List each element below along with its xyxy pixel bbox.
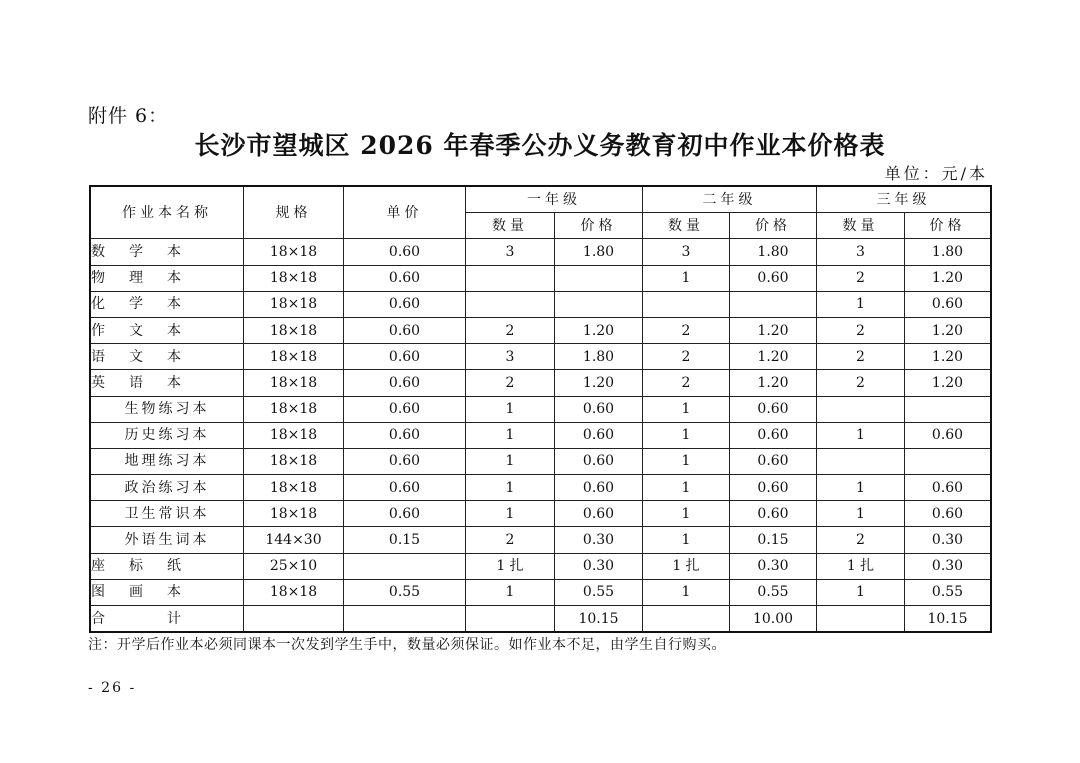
table-body — [91, 239, 991, 632]
cell-g1p: 0.60 — [555, 501, 643, 527]
cell-g2q: 1 — [643, 422, 730, 448]
cell-g2q: 1 — [643, 579, 730, 605]
header-name: 作业本名称 — [91, 187, 244, 239]
cell-g3p: 0.60 — [905, 422, 991, 448]
table-row — [91, 422, 991, 448]
item-name-char: 物 — [91, 270, 105, 287]
item-name-char: 本 — [167, 374, 181, 391]
total-label-text — [91, 612, 181, 626]
cell-g3q: 1 — [817, 422, 905, 448]
cell-g2p: 1.80 — [730, 239, 817, 265]
cell-g1q: 2 — [466, 370, 555, 396]
item-name-char: 本 — [167, 322, 181, 339]
cell-g2q: 1 — [643, 527, 730, 553]
item-name-char: 本 — [167, 296, 181, 313]
item-name-char: 图 — [91, 584, 105, 601]
cell-unit-price: 0.60 — [344, 422, 466, 448]
cell-item-name — [91, 239, 244, 265]
cell-g1q: 1 — [466, 579, 555, 605]
cell-g3q: 1 — [817, 501, 905, 527]
cell-g3q — [817, 448, 905, 474]
cell-item-name — [91, 579, 244, 605]
cell-g2p: 0.60 — [730, 422, 817, 448]
cell-spec: 18×18 — [244, 396, 344, 422]
cell-g2p: 1.20 — [730, 317, 817, 343]
item-name-char: 作 — [91, 322, 105, 339]
cell-unit-price: 0.60 — [344, 239, 466, 265]
table-row — [91, 579, 991, 605]
total-label-char: 合 — [91, 610, 105, 627]
cell-g3q: 2 — [817, 317, 905, 343]
item-name-text — [91, 297, 181, 311]
cell-unit-price: 0.60 — [344, 396, 466, 422]
header-row-grades — [91, 187, 991, 213]
cell-g3q: 2 — [817, 265, 905, 291]
total-empty-cell — [344, 606, 466, 632]
header-g2-qty: 数量 — [643, 213, 730, 239]
item-name-text — [91, 350, 181, 364]
item-name-char: 画 — [129, 584, 143, 601]
item-name-text — [91, 271, 181, 285]
footnote: 注：开学后作业本必须同课本一次发到学生手中，数量必须保证。如作业本不足，由学生自行购买。 — [88, 637, 726, 653]
cell-g3p: 1.20 — [905, 317, 991, 343]
page-number: - 26 - — [88, 680, 137, 696]
cell-g3q: 2 — [817, 527, 905, 553]
header-grade-3: 三年级 — [817, 187, 991, 213]
cell-g3q: 3 — [817, 239, 905, 265]
cell-g1q: 1 — [466, 422, 555, 448]
cell-g1q — [466, 291, 555, 317]
header-unit-price: 单价 — [344, 187, 466, 239]
item-name-char: 学 — [129, 296, 143, 313]
cell-g3q: 1 — [817, 579, 905, 605]
item-name-char: 语 — [91, 348, 105, 365]
cell-item-name — [91, 527, 244, 553]
cell-spec: 18×18 — [244, 501, 344, 527]
cell-item-name — [91, 422, 244, 448]
item-name-char: 文 — [129, 322, 143, 339]
cell-g2q: 1 — [643, 396, 730, 422]
total-g1p: 10.15 — [555, 606, 643, 632]
cell-g1p: 1.20 — [555, 317, 643, 343]
item-name-char: 数 — [91, 243, 105, 260]
header-g1-qty: 数量 — [466, 213, 555, 239]
cell-g3q: 2 — [817, 370, 905, 396]
item-name-char: 理 — [129, 270, 143, 287]
item-name-text — [91, 585, 181, 599]
cell-g2q: 2 — [643, 344, 730, 370]
unit-label: 单位：元/本 — [884, 164, 988, 183]
cell-unit-price: 0.60 — [344, 448, 466, 474]
header-g2-price: 价格 — [730, 213, 817, 239]
cell-g2p: 0.60 — [730, 396, 817, 422]
item-name-char: 学 — [129, 243, 143, 260]
cell-g3p — [905, 448, 991, 474]
cell-g1p: 0.30 — [555, 527, 643, 553]
item-name-text — [91, 324, 181, 338]
header-grade-2: 二年级 — [643, 187, 817, 213]
cell-spec: 18×18 — [244, 370, 344, 396]
cell-g1p: 0.30 — [555, 553, 643, 579]
total-row — [91, 606, 991, 632]
cell-g2q: 2 — [643, 370, 730, 396]
total-empty-cell — [643, 606, 730, 632]
cell-spec: 18×18 — [244, 422, 344, 448]
table-row — [91, 475, 991, 501]
cell-g1p — [555, 291, 643, 317]
cell-g3p: 1.80 — [905, 239, 991, 265]
attachment-label: 附件 6： — [88, 105, 169, 127]
cell-g1p: 0.60 — [555, 475, 643, 501]
cell-g3p: 0.60 — [905, 501, 991, 527]
cell-g3p: 0.30 — [905, 527, 991, 553]
cell-g2q: 1 — [643, 475, 730, 501]
cell-spec: 18×18 — [244, 475, 344, 501]
cell-g2p: 1.20 — [730, 344, 817, 370]
item-name-text: 卫生常识本 — [124, 505, 210, 522]
cell-unit-price: 0.60 — [344, 501, 466, 527]
cell-g3p: 0.60 — [905, 475, 991, 501]
item-name-text: 地理练习本 — [124, 453, 210, 470]
cell-g3p: 0.60 — [905, 291, 991, 317]
header-g1-price: 价格 — [555, 213, 643, 239]
table-row — [91, 239, 991, 265]
cell-spec: 144×30 — [244, 527, 344, 553]
total-label — [91, 606, 244, 632]
total-empty-cell — [466, 606, 555, 632]
cell-g2q: 1 — [643, 448, 730, 474]
cell-item-name — [91, 317, 244, 343]
total-label-char: 计 — [167, 610, 181, 627]
item-name-char: 本 — [167, 584, 181, 601]
cell-g2p: 0.60 — [730, 475, 817, 501]
cell-g1p: 0.60 — [555, 422, 643, 448]
cell-g2p: 0.55 — [730, 579, 817, 605]
cell-g1p: 1.80 — [555, 239, 643, 265]
cell-g2p: 0.30 — [730, 553, 817, 579]
cell-g2p: 1.20 — [730, 370, 817, 396]
price-table — [90, 186, 991, 632]
table-row — [91, 553, 991, 579]
cell-unit-price: 0.15 — [344, 527, 466, 553]
cell-unit-price: 0.60 — [344, 317, 466, 343]
table-row — [91, 291, 991, 317]
cell-g1p: 0.60 — [555, 448, 643, 474]
cell-item-name — [91, 475, 244, 501]
cell-item-name — [91, 553, 244, 579]
cell-g1q: 2 — [466, 527, 555, 553]
cell-item-name — [91, 501, 244, 527]
cell-g2q: 2 — [643, 317, 730, 343]
item-name-text — [91, 376, 181, 390]
cell-spec: 18×18 — [244, 317, 344, 343]
total-g3p: 10.15 — [905, 606, 991, 632]
cell-unit-price: 0.60 — [344, 370, 466, 396]
cell-g1q: 1 — [466, 396, 555, 422]
cell-g1q: 1 — [466, 501, 555, 527]
item-name-char: 本 — [167, 348, 181, 365]
cell-g2q: 1 — [643, 501, 730, 527]
cell-g3q: 1 — [817, 475, 905, 501]
item-name-char: 本 — [167, 270, 181, 287]
cell-spec: 18×18 — [244, 344, 344, 370]
item-name-char: 文 — [129, 348, 143, 365]
item-name-text — [91, 559, 181, 573]
item-name-text: 生物练习本 — [124, 401, 210, 418]
cell-g3q: 1 扎 — [817, 553, 905, 579]
cell-g2p: 0.60 — [730, 448, 817, 474]
cell-g2p: 0.60 — [730, 265, 817, 291]
cell-g2q: 3 — [643, 239, 730, 265]
cell-g1q: 1 — [466, 448, 555, 474]
cell-unit-price — [344, 553, 466, 579]
total-empty-cell — [817, 606, 905, 632]
cell-spec: 18×18 — [244, 265, 344, 291]
cell-g3q — [817, 396, 905, 422]
cell-g3p: 1.20 — [905, 344, 991, 370]
cell-unit-price: 0.60 — [344, 265, 466, 291]
cell-g3p: 0.55 — [905, 579, 991, 605]
cell-g2q: 1 — [643, 265, 730, 291]
item-name-char: 本 — [167, 243, 181, 260]
cell-unit-price: 0.55 — [344, 579, 466, 605]
total-empty-cell — [244, 606, 344, 632]
cell-g1q: 3 — [466, 344, 555, 370]
table-row — [91, 448, 991, 474]
cell-g1q: 1 — [466, 475, 555, 501]
cell-spec: 18×18 — [244, 579, 344, 605]
page-title: 长沙市望城区 2026 年春季公办义务教育初中作业本价格表 — [194, 131, 886, 160]
table-row — [91, 317, 991, 343]
cell-g3p — [905, 396, 991, 422]
cell-g1q: 3 — [466, 239, 555, 265]
table-row — [91, 265, 991, 291]
item-name-char: 纸 — [167, 558, 181, 575]
cell-item-name — [91, 291, 244, 317]
cell-item-name — [91, 344, 244, 370]
cell-g2q: 1 扎 — [643, 553, 730, 579]
table-row — [91, 344, 991, 370]
cell-g1p: 0.55 — [555, 579, 643, 605]
header-spec: 规格 — [244, 187, 344, 239]
table-row — [91, 527, 991, 553]
cell-spec: 18×18 — [244, 239, 344, 265]
cell-g3p: 1.20 — [905, 265, 991, 291]
item-name-char: 英 — [91, 374, 105, 391]
header-g3-qty: 数量 — [817, 213, 905, 239]
table-row — [91, 396, 991, 422]
item-name-text: 历史练习本 — [124, 427, 210, 444]
header-g3-price: 价格 — [905, 213, 991, 239]
cell-spec: 18×18 — [244, 448, 344, 474]
cell-g3q: 1 — [817, 291, 905, 317]
cell-g2p — [730, 291, 817, 317]
cell-item-name — [91, 396, 244, 422]
item-name-text — [91, 245, 181, 259]
item-name-text: 外语生词本 — [124, 532, 210, 549]
cell-item-name — [91, 265, 244, 291]
cell-item-name — [91, 370, 244, 396]
cell-item-name — [91, 448, 244, 474]
table-row — [91, 370, 991, 396]
cell-unit-price: 0.60 — [344, 291, 466, 317]
cell-unit-price: 0.60 — [344, 344, 466, 370]
cell-g1p: 1.80 — [555, 344, 643, 370]
cell-spec: 18×18 — [244, 291, 344, 317]
item-name-char: 化 — [91, 296, 105, 313]
cell-g1q: 2 — [466, 317, 555, 343]
cell-spec: 25×10 — [244, 553, 344, 579]
cell-g1p: 0.60 — [555, 396, 643, 422]
cell-g1q — [466, 265, 555, 291]
cell-g3p: 1.20 — [905, 370, 991, 396]
cell-g2p: 0.15 — [730, 527, 817, 553]
item-name-text: 政治练习本 — [124, 479, 210, 496]
cell-g3p: 0.30 — [905, 553, 991, 579]
item-name-char: 标 — [129, 558, 143, 575]
cell-unit-price: 0.60 — [344, 475, 466, 501]
cell-g2p: 0.60 — [730, 501, 817, 527]
item-name-char: 座 — [91, 558, 105, 575]
item-name-char: 语 — [129, 374, 143, 391]
cell-g1p: 1.20 — [555, 370, 643, 396]
cell-g2q — [643, 291, 730, 317]
table-row — [91, 501, 991, 527]
cell-g1p — [555, 265, 643, 291]
header-grade-1: 一年级 — [466, 187, 643, 213]
cell-g3q: 2 — [817, 344, 905, 370]
cell-g1q: 1 扎 — [466, 553, 555, 579]
total-g2p: 10.00 — [730, 606, 817, 632]
